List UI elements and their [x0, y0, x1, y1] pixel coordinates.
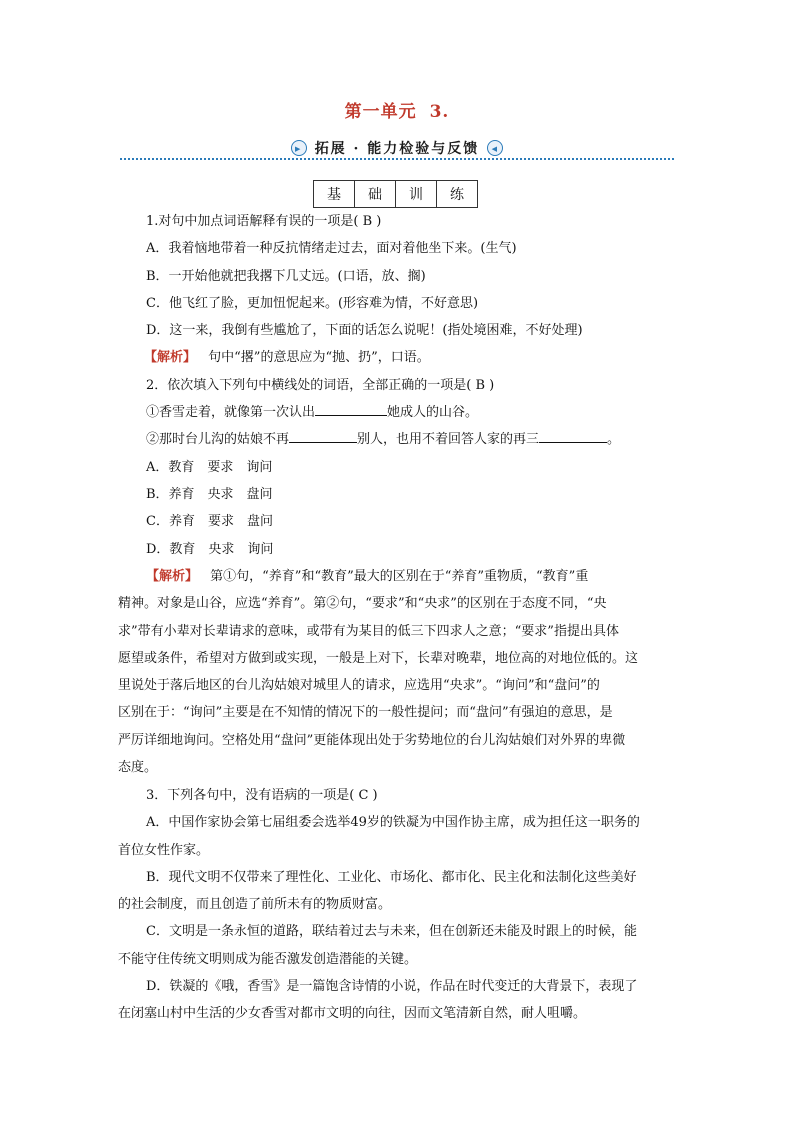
label-cell: 基: [314, 181, 355, 208]
question-block-top: [146, 208, 686, 563]
q2-sentence-2: [146, 426, 686, 453]
blank-2: [289, 428, 357, 443]
label-cell: 础: [355, 181, 396, 208]
q2-option-c: C．养育 要求 盘问: [146, 514, 273, 530]
q3-option-a-line: A．中国作家协会第七届组委会选举49岁的铁凝为中国作协主席，成为担任这一职务的: [146, 815, 640, 831]
page-title: [0, 97, 794, 122]
q2-s2-end: 。: [607, 432, 621, 448]
q2-s2-mid: 别人，也用不着回答人家的再三: [357, 432, 540, 448]
q3-option-a-line: 首位女性作家。: [118, 842, 210, 858]
q1-option-b: B．一开始他就把我撂下几丈远。(口语，放、搁): [146, 268, 426, 284]
unit-title: 第一单元: [344, 102, 417, 122]
q2-option-d: D．教育 央求 询问: [146, 541, 274, 557]
basic-training-label: [313, 180, 478, 208]
q2-s1-post: 她成人的山谷。: [387, 405, 479, 421]
blank-3: [539, 428, 607, 443]
label-cell: 练: [437, 181, 478, 208]
analysis-tag: 【解析】: [146, 569, 199, 584]
section-title: 拓展 · 能力检验与反馈: [314, 141, 480, 157]
section-banner: [0, 138, 794, 158]
q2-stem: 2．依次填入下列句中横线处的词语，全部正确的一项是( B ): [146, 377, 495, 393]
analysis-tag: 【解析】: [144, 350, 197, 366]
q3-option-b-line: 的社会制度，而且创造了前所未有的物质财富。: [118, 897, 392, 913]
q3-option-d-line: D．铁凝的《哦，香雪》是一篇饱含诗情的小说，作品在时代变迁的大背景下，表现了: [146, 979, 638, 995]
q3-option-b-line: B．现代文明不仅带来了理性化、工业化、市场化、都市化、民主化和法制化这些美好: [146, 869, 637, 885]
q1-stem: 1.对句中加点词语解释有误的一项是( B ): [146, 214, 382, 229]
q3-option-c-line: 不能守住传统文明则成为能否激发创造潜能的关键。: [118, 951, 418, 967]
q2-option-b: B．养育 央求 盘问: [146, 486, 273, 502]
q2-analysis-line: [118, 563, 674, 590]
q1-analysis-text: 句中“撂”的意思应为“抛、扔”，口语。: [208, 350, 430, 366]
q2-option-a: A．教育 要求 询问: [146, 459, 273, 475]
play-back-icon: ◀: [487, 140, 503, 156]
q2-analysis-line: 愿望或条件，希望对方做到或实现，一般是上对下，长辈对晚辈，地位高的对地位低的。这: [118, 650, 639, 666]
q2-sentence-1: [146, 399, 686, 426]
play-icon: ▶: [291, 140, 307, 156]
q1-option-c: C．他飞红了脸，更加忸怩起来。(形容难为情，不好意思): [146, 295, 479, 311]
q2-analysis: [118, 563, 674, 781]
blank-1: [315, 401, 387, 416]
q1-option-a: A．我着恼地带着一种反抗情绪走过去，面对着他坐下来。(生气): [146, 241, 517, 257]
q1-option-d: D．这一来，我倒有些尴尬了，下面的话怎么说呢！(指处境困难，不好处理): [146, 323, 583, 339]
q1-analysis: [144, 344, 686, 371]
q3-option-d-line: 在闭塞山村中生活的少女香雪对都市文明的向往，因而文笔清新自然，耐人咀嚼。: [118, 1006, 587, 1022]
label-cell: 训: [396, 181, 437, 208]
q2-analysis-line: 态度。: [118, 760, 158, 776]
q3-option-c-line: C．文明是一条永恒的道路，联结着过去与未来，但在创新还未能及时跟上的时候，能: [146, 924, 637, 940]
q2-s2-pre: ②那时台儿沟的姑娘不再: [146, 432, 290, 448]
q2-analysis-text: 第①句，“养育”和“教育”最大的区别在于“养育”重物质，“教育”重: [210, 569, 589, 584]
q2-analysis-line: 精神。对象是山谷，应选“养育”。第②句，“要求”和“央求”的区别在于态度不同，“央: [118, 596, 607, 612]
q2-analysis-line: 里说处于落后地区的台儿沟姑娘对城里人的请求，应选用“央求”。“询问”和“盘问”的: [118, 678, 600, 694]
q3-block: [118, 782, 674, 1028]
q2-analysis-line: 严厉详细地询问。空格处用“盘问”更能体现出处于劣势地位的台儿沟姑娘们对外界的卑微: [118, 732, 626, 748]
lesson-number: 3.: [429, 102, 450, 122]
q3-stem: 3．下列各句中，没有语病的一项是( C ): [146, 788, 378, 803]
q2-analysis-line: 求”带有小辈对长辈请求的意味，或带有为某目的低三下四求人之意；“要求”指提出具体: [118, 623, 619, 639]
q2-s1-pre: ①香雪走着，就像第一次认出: [146, 405, 316, 421]
section-divider: [120, 158, 674, 160]
q2-analysis-line: 区别在于：“询问”主要是在不知情的情况下的一般性提问；而“盘问”有强迫的意思，是: [118, 705, 613, 721]
